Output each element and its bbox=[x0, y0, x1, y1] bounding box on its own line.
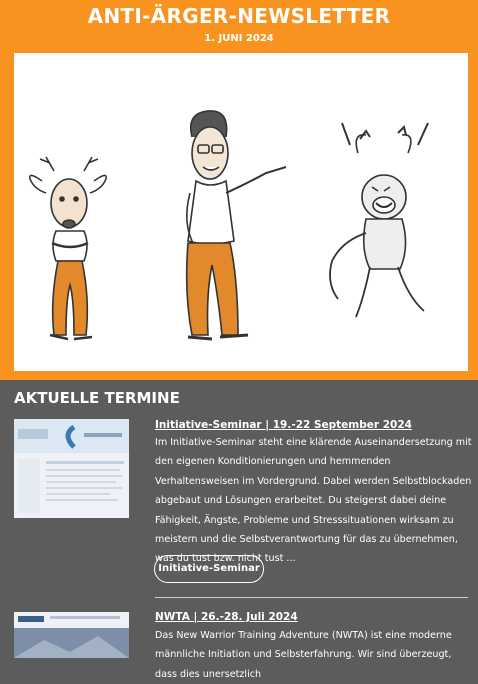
event-title-link[interactable]: NWTA | 26.-28. Juli 2024 bbox=[155, 611, 298, 623]
deer-figure bbox=[30, 157, 107, 339]
man-figure bbox=[187, 111, 286, 339]
event-title-link[interactable]: Initiative-Seminar | 19.-22 September 2024 bbox=[155, 419, 412, 431]
website-thumbnail-image bbox=[14, 419, 129, 518]
newsletter-title: ANTI-ÄRGER-NEWSLETTER bbox=[87, 4, 391, 28]
cartoon-figures-image bbox=[14, 53, 468, 371]
section-title: AKTUELLE TERMINE bbox=[14, 389, 180, 407]
website-thumbnail-image bbox=[14, 612, 129, 658]
hero-illustration bbox=[14, 53, 468, 371]
event-description: Das New Warrior Training Adventure (NWTA) ist eine moderne männliche Initiation und Selbsterfahrung. Wir sind überzeugt, dass dies unersetzlich bbox=[155, 630, 452, 680]
event-thumbnail bbox=[14, 612, 129, 658]
event-description: Im Initiative-Seminar steht eine klärende Auseinandersetzung mit den eigenen Konditionierungen und hemmenden Verhaltensweisen im Vordergrund. Dabei werden Selbstblockaden abgebaut und Lösungen erarbeitet. Du steigerst dabei deine Fähigkeit, Ängste, Probleme und Stresssituationen wirksam zu meistern und die Selbstverantwortung für das zu übernehmen, was du tust bzw. nicht tust ... bbox=[155, 437, 472, 565]
initiative-seminar-button[interactable]: Initiative-Seminar bbox=[154, 555, 264, 583]
newsletter-date: 1. JUNI 2024 bbox=[204, 33, 274, 44]
event-thumbnail bbox=[14, 419, 129, 518]
divider bbox=[155, 597, 468, 598]
monkey-figure bbox=[330, 123, 428, 317]
